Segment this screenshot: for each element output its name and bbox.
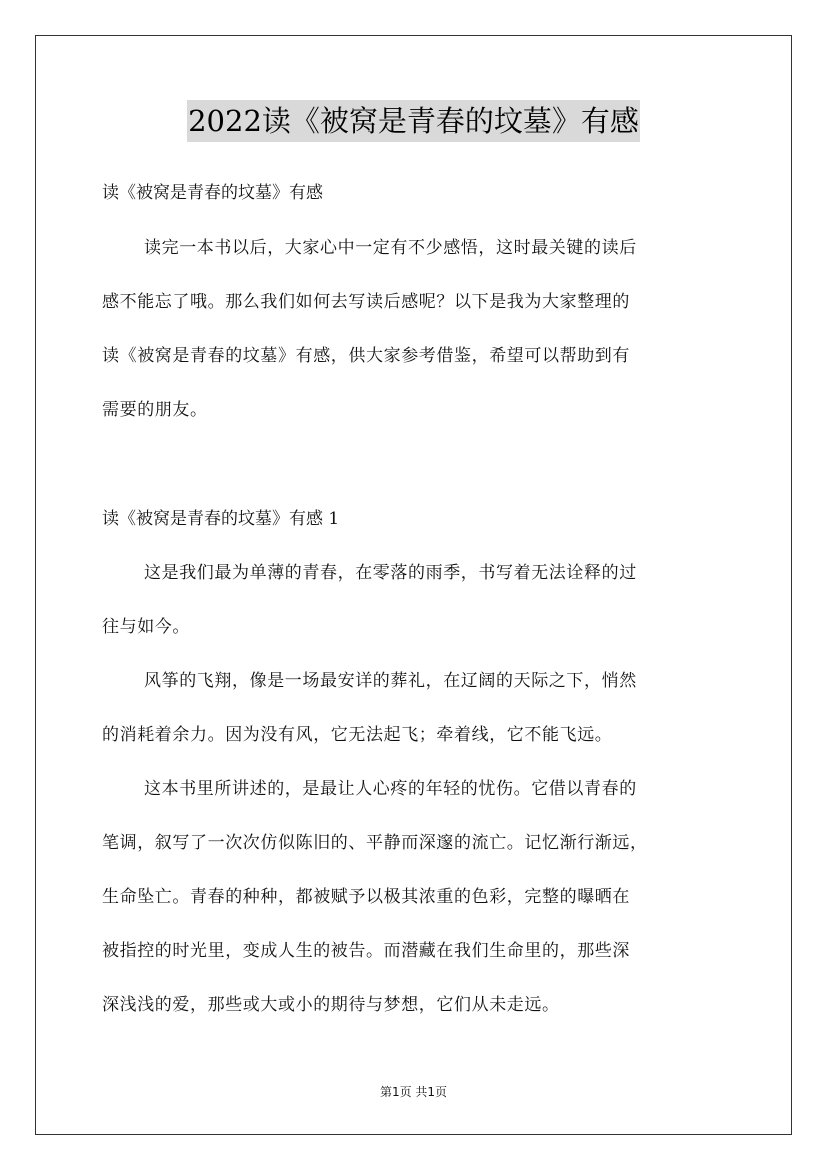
paragraph-line: 这是我们最为单薄的青春，在零落的雨季，书写着无法诠释的过 <box>144 563 637 583</box>
paragraph-line: 的消耗着余力。因为没有风，它无法起飞；牵着线，它不能飞远。 <box>102 725 613 745</box>
intro-line: 需要的朋友。 <box>102 400 208 420</box>
paragraph-line: 风筝的飞翔，像是一场最安详的葬礼，在辽阔的天际之下，悄然 <box>144 671 637 691</box>
title-container <box>0 100 827 142</box>
intro-line: 读《被窝是青春的坟墓》有感，供大家参考借鉴，希望可以帮助到有 <box>102 346 630 366</box>
intro-line: 感不能忘了哦。那么我们如何去写读后感呢？以下是我为大家整理的 <box>102 292 630 312</box>
document-title: 2022读《被窝是青春的坟墓》有感 <box>187 100 640 142</box>
intro-line: 读完一本书以后，大家心中一定有不少感悟，这时最关键的读后 <box>144 238 637 258</box>
paragraph-line: 深浅浅的爱，那些或大或小的期待与梦想，它们从未走远。 <box>102 995 560 1015</box>
paragraph-line: 笔调，叙写了一次次仿似陈旧的、平静而深邃的流亡。记忆渐行渐远， <box>102 833 648 853</box>
section-heading: 读《被窝是青春的坟墓》有感 <box>102 183 323 203</box>
paragraph-line: 生命坠亡。青春的种种，都被赋予以极其浓重的色彩，完整的曝晒在 <box>102 887 630 907</box>
page-number-footer: 第1页 共1页 <box>379 1085 448 1099</box>
paragraph-line: 这本书里所讲述的，是最让人心疼的年轻的忧伤。它借以青春的 <box>144 779 637 799</box>
paragraph-line: 往与如今。 <box>102 617 190 637</box>
section-heading-1: 读《被窝是青春的坟墓》有感 1 <box>102 509 340 529</box>
paragraph-line: 被指控的时光里，变成人生的被告。而潜藏在我们生命里的，那些深 <box>102 941 630 961</box>
